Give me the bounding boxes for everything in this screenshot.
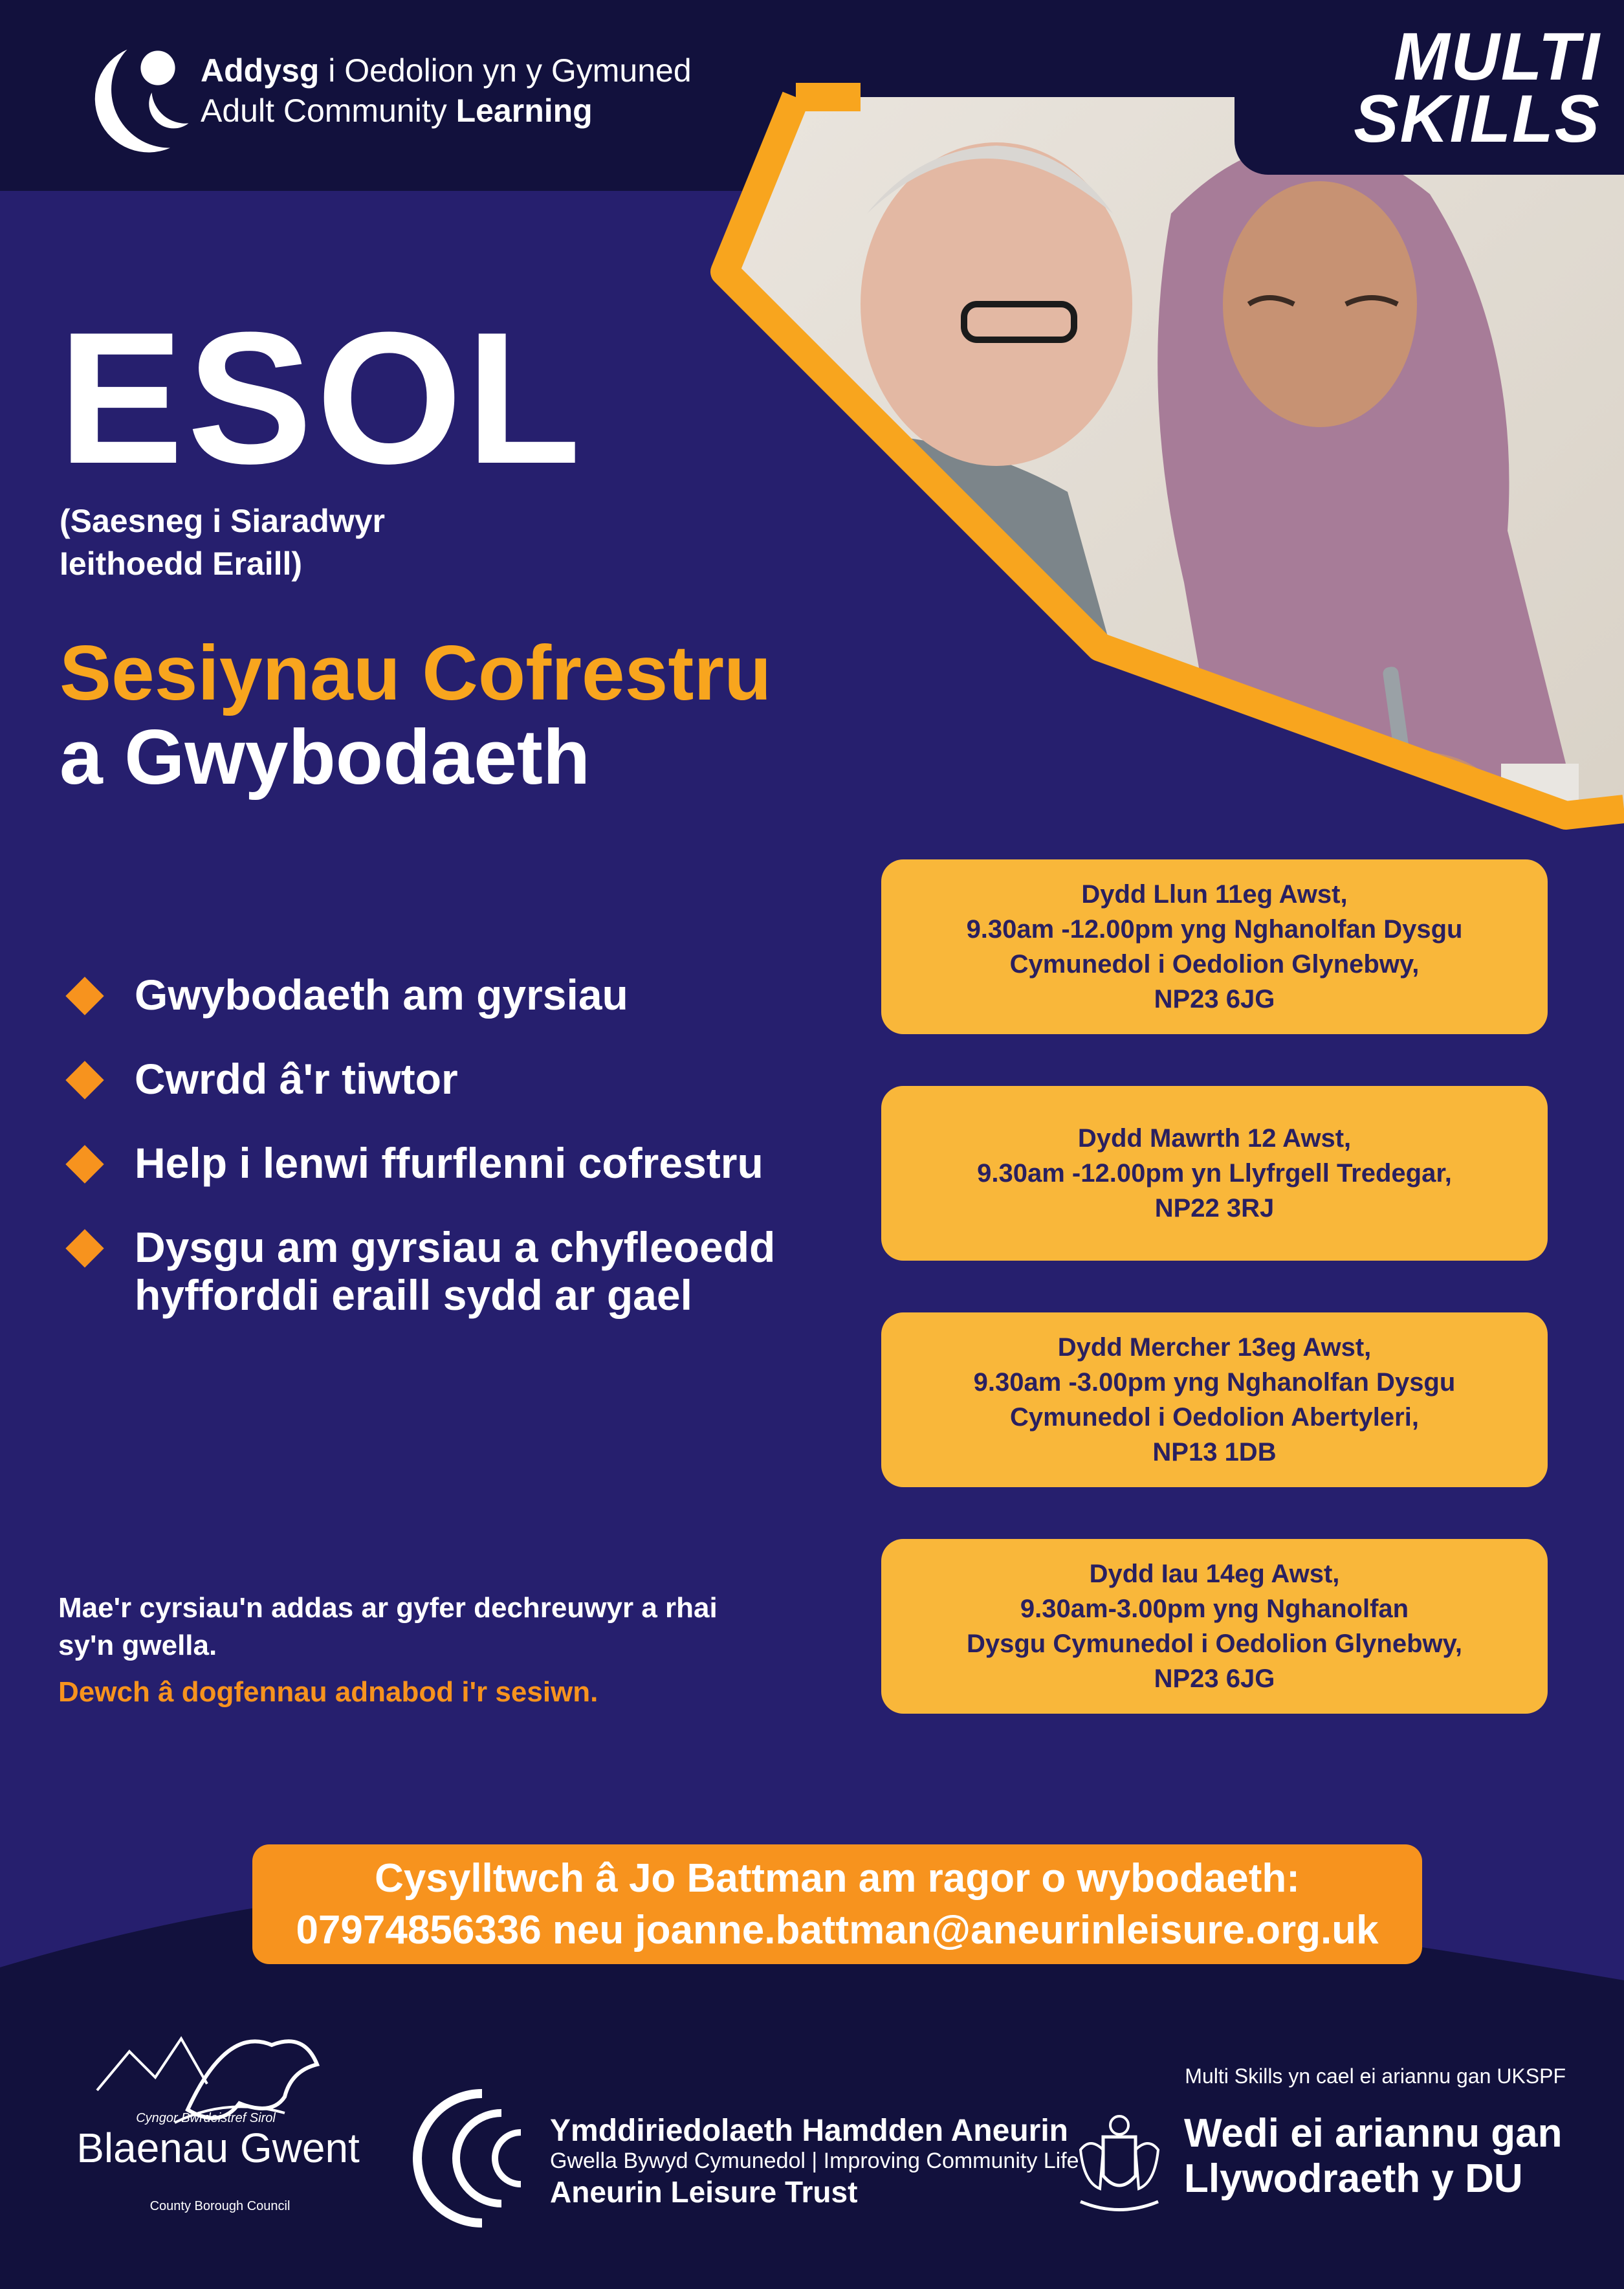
suitability-text: [58, 1589, 718, 1664]
session-text: Dydd Iau 14eg Awst, 9.30am-3.00pm yng Nghanolfan Dysgu Cymunedol i Oedolion Glynebwy, NP23 6JG: [966, 1560, 1462, 1693]
council-name: Blaenau Gwent: [76, 2125, 360, 2171]
bullet-text: Cwrdd â'r tiwtor: [135, 1055, 458, 1103]
diamond-bullet-icon: [65, 977, 104, 1015]
session-card-wednesday: [881, 1312, 1548, 1487]
contact-banner: [252, 1844, 1422, 1964]
suitability-line-1: Mae'r cyrsiau'n addas ar gyfer dechreuwyr a rhai: [58, 1592, 718, 1624]
list-item: [65, 971, 775, 1019]
aneurin-name-english: Aneurin Leisure Trust: [550, 2175, 858, 2209]
contact-phone-email[interactable]: 07974856336 neu joanne.battman@aneurinleisure.org.uk: [296, 1907, 1379, 1952]
benefits-list: [65, 971, 775, 1355]
acl-wordmark: [201, 50, 692, 131]
diamond-bullet-icon: [65, 1061, 104, 1099]
council-subtitle: County Borough Council: [149, 2199, 291, 2213]
diamond-bullet-icon: [65, 1229, 104, 1267]
funded-line-2: Llywodraeth y DU: [1184, 2156, 1523, 2201]
heading-information: a Gwybodaeth: [60, 714, 591, 801]
council-top-text: Cyngor Bwrdeistref Sirol: [136, 2111, 276, 2125]
diamond-bullet-icon: [65, 1145, 104, 1183]
session-card-monday: [881, 859, 1548, 1034]
bullet-text: Help i lenwi ffurflenni cofrestru: [135, 1139, 763, 1187]
suitability-line-2: sy'n gwella.: [58, 1630, 217, 1661]
multi-skills-badge: [1234, 0, 1624, 175]
aneurin-name-welsh: Ymddiriedolaeth Hamdden Aneurin: [550, 2114, 1068, 2148]
badge-line-2: SKILLS: [1354, 82, 1601, 157]
subtitle-line-1: (Saesneg i Siaradwyr: [60, 503, 386, 539]
bullet-text: Dysgu am gyrsiau a chyfleoedd hyfforddi eraill sydd ar gael: [135, 1223, 776, 1319]
title-subtitle: [60, 500, 385, 585]
royal-coat-of-arms-icon: [1068, 2111, 1171, 2221]
session-card-tuesday: [881, 1086, 1548, 1261]
session-card-thursday: [881, 1539, 1548, 1714]
uk-government-funding: [1184, 2111, 1563, 2202]
page-title: ESOL: [58, 293, 585, 503]
acl-line1-bold: Addysg: [201, 52, 320, 89]
acl-line2-bold: Learning: [455, 93, 593, 129]
session-text: Dydd Mercher 13eg Awst, 9.30am -3.00pm yng Nghanolfan Dysgu Cymunedol i Oedolion Abertyleri, NP13 1DB: [973, 1333, 1456, 1466]
session-text: Dydd Mawrth 12 Awst, 9.30am -12.00pm yn Llyfrgell Tredegar, NP22 3RJ: [977, 1124, 1452, 1222]
contact-line-1: Cysylltwch â Jo Battman am ragor o wybodaeth:: [375, 1855, 1300, 1901]
aneurin-strapline: Gwella Bywyd Cymunedol | Improving Community Life: [550, 2149, 1079, 2173]
aneurin-arcs-icon: [404, 2087, 547, 2229]
dragon-mountains-icon: [58, 2000, 395, 2220]
subtitle-line-2: Ieithoedd Eraill): [60, 546, 303, 582]
acl-line1-rest: i Oedolion yn y Gymuned: [319, 52, 692, 89]
acl-line2-rest: Adult Community: [201, 93, 456, 129]
adult-community-learning-swoosh-icon: [84, 31, 207, 154]
list-item: [65, 1055, 775, 1103]
heading-registration-sessions: Sesiynau Cofrestru: [60, 630, 772, 716]
ukspf-funding-note: Multi Skills yn cael ei ariannu gan UKSPF: [1185, 2064, 1566, 2088]
id-documents-note: Dewch â dogfennau adnabod i'r sesiwn.: [58, 1676, 598, 1708]
session-text: Dydd Llun 11eg Awst, 9.30am -12.00pm yng Nghanolfan Dysgu Cymunedol i Oedolion Glynebwy, NP23 6JG: [966, 880, 1463, 1013]
list-item: [65, 1139, 775, 1187]
badge-line-1: MULTI: [1394, 19, 1601, 94]
bullet-text: Gwybodaeth am gyrsiau: [135, 971, 628, 1019]
list-item: [65, 1223, 775, 1319]
funded-line-1: Wedi ei ariannu gan: [1184, 2111, 1563, 2156]
